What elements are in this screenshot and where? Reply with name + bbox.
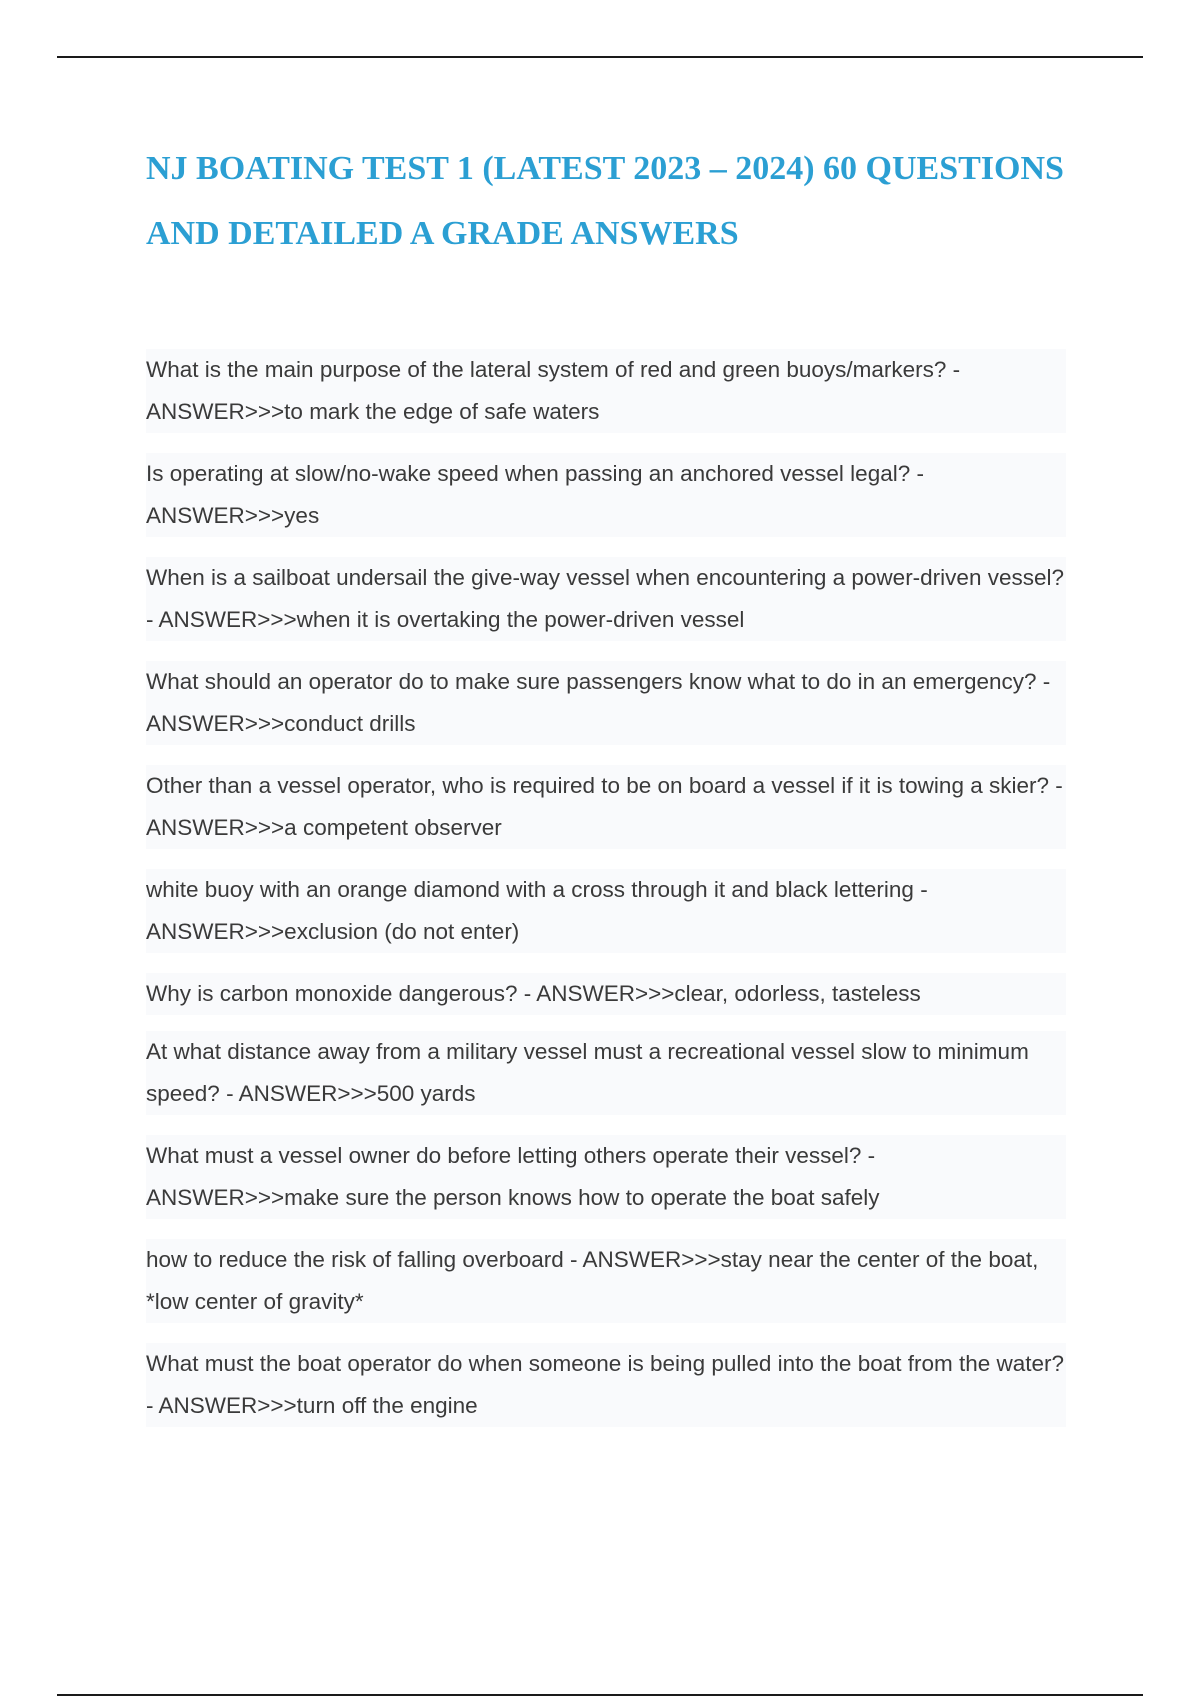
qa-item: What must the boat operator do when someone is being pulled into the boat from the water? - ANSWER>>>turn off the engine — [146, 1343, 1066, 1427]
qa-item: how to reduce the risk of falling overboard - ANSWER>>>stay near the center of the boat, *low center of gravity* — [146, 1239, 1066, 1323]
qa-item: What must a vessel owner do before letting others operate their vessel? - ANSWER>>>make sure the person knows how to operate the boat safely — [146, 1135, 1066, 1219]
qa-item: Other than a vessel operator, who is required to be on board a vessel if it is towing a skier? - ANSWER>>>a competent observer — [146, 765, 1066, 849]
qa-item: Is operating at slow/no-wake speed when passing an anchored vessel legal? - ANSWER>>>yes — [146, 453, 1066, 537]
bottom-rule — [57, 1694, 1143, 1696]
qa-item: What is the main purpose of the lateral system of red and green buoys/markers? - ANSWER>>>to mark the edge of safe waters — [146, 349, 1066, 433]
qa-item: What should an operator do to make sure passengers know what to do in an emergency? - ANSWER>>>conduct drills — [146, 661, 1066, 745]
qa-item: white buoy with an orange diamond with a cross through it and black lettering - ANSWER>>>exclusion (do not enter) — [146, 869, 1066, 953]
document-title: NJ BOATING TEST 1 (LATEST 2023 – 2024) 60 QUESTIONS AND DETAILED A GRADE ANSWERS — [146, 150, 1064, 252]
qa-item: Why is carbon monoxide dangerous? - ANSWER>>>clear, odorless, tasteless — [146, 973, 1066, 1015]
top-rule — [57, 56, 1143, 58]
qa-item: When is a sailboat undersail the give-way vessel when encountering a power-driven vessel? - ANSWER>>>when it is overtaking the power-driven vessel — [146, 557, 1066, 641]
qa-item: At what distance away from a military vessel must a recreational vessel slow to minimum speed? - ANSWER>>>500 yards — [146, 1031, 1066, 1115]
qa-list — [146, 349, 1066, 1447]
